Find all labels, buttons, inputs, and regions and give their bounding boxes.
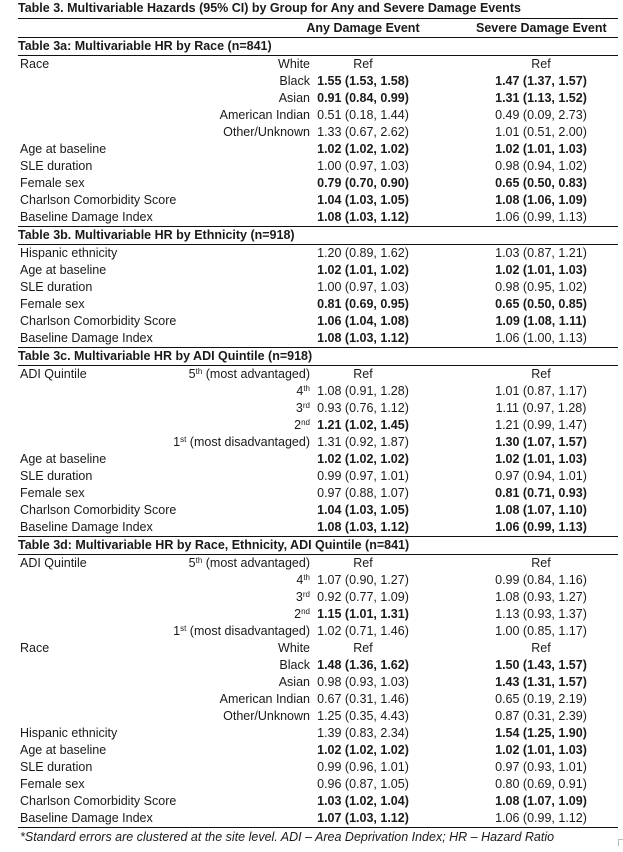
row-label: SLE duration bbox=[20, 760, 93, 774]
row-label: Charlson Comorbidity Score bbox=[20, 503, 177, 517]
severe-damage-hr: 1.50 (1.43, 1.57) bbox=[495, 658, 587, 672]
table-row bbox=[18, 141, 618, 158]
ordinal-suffix: th bbox=[195, 367, 203, 376]
severe-damage-hr: 1.13 (0.93, 1.37) bbox=[495, 607, 587, 621]
hazard-ratio-table bbox=[18, 0, 618, 846]
any-damage-hr: 1.00 (0.97, 1.03) bbox=[317, 159, 409, 173]
severe-damage-hr: 0.81 (0.71, 0.93) bbox=[495, 486, 587, 500]
table-title: Table 3. Multivariable Hazards (95% CI) by Group for Any and Severe Damage Events bbox=[18, 1, 521, 15]
severe-damage-hr: Ref bbox=[531, 57, 551, 71]
row-label: Age at baseline bbox=[20, 142, 107, 156]
row-label: Baseline Damage Index bbox=[20, 210, 153, 224]
any-damage-hr: 1.08 (1.03, 1.12) bbox=[317, 210, 409, 224]
severe-damage-hr: 1.47 (1.37, 1.57) bbox=[495, 74, 587, 88]
any-damage-hr: 0.93 (0.76, 1.12) bbox=[317, 401, 409, 415]
category-text: 2 bbox=[294, 607, 302, 621]
category-text: 4 bbox=[296, 384, 304, 398]
any-damage-hr: 1.20 (0.89, 1.62) bbox=[317, 246, 409, 260]
any-damage-hr: 0.97 (0.88, 1.07) bbox=[317, 486, 409, 500]
any-damage-hr: 0.81 (0.69, 0.95) bbox=[317, 297, 409, 311]
section-heading: Table 3d: Multivariable HR by Race, Ethnicity, ADI Quintile (n=841) bbox=[18, 538, 410, 552]
table-row bbox=[18, 383, 618, 400]
row-category bbox=[223, 124, 310, 141]
category-text: Asian bbox=[278, 675, 310, 689]
severe-damage-hr: 1.43 (1.31, 1.57) bbox=[495, 675, 587, 689]
row-label: Baseline Damage Index bbox=[20, 331, 153, 345]
any-damage-hr: 1.02 (0.71, 1.46) bbox=[317, 624, 409, 638]
category-note: (most advantaged) bbox=[202, 556, 310, 570]
section-heading: Table 3b. Multivariable HR by Ethnicity (n=918) bbox=[18, 228, 295, 242]
category-text: Black bbox=[279, 658, 310, 672]
severe-damage-hr: 0.80 (0.69, 0.91) bbox=[495, 777, 587, 791]
severe-damage-hr: 1.01 (0.51, 2.00) bbox=[495, 125, 587, 139]
row-label: Age at baseline bbox=[20, 452, 107, 466]
table-row bbox=[18, 742, 618, 759]
severe-damage-hr: 1.08 (1.07, 1.10) bbox=[495, 503, 587, 517]
category-text: 4 bbox=[296, 573, 304, 587]
ordinal-suffix: st bbox=[180, 624, 187, 633]
row-label: Baseline Damage Index bbox=[20, 520, 153, 534]
any-damage-hr: Ref bbox=[353, 57, 373, 71]
resize-corner-mark bbox=[618, 839, 623, 846]
table-row bbox=[18, 572, 618, 589]
category-text: 5 bbox=[188, 556, 196, 570]
any-damage-hr: 1.02 (1.02, 1.02) bbox=[317, 452, 409, 466]
category-note: (most disadvantaged) bbox=[186, 624, 310, 638]
any-damage-hr: 1.25 (0.35, 4.43) bbox=[317, 709, 409, 723]
row-label: Baseline Damage Index bbox=[20, 811, 153, 825]
table-row bbox=[18, 468, 618, 485]
any-damage-hr: 1.00 (0.97, 1.03) bbox=[317, 280, 409, 294]
table-row bbox=[18, 555, 618, 572]
row-label: Hispanic ethnicity bbox=[20, 246, 118, 260]
row-label: Age at baseline bbox=[20, 263, 107, 277]
any-damage-hr: 1.21 (1.02, 1.45) bbox=[317, 418, 409, 432]
footnote: *Standard errors are clustered at the site level. ADI – Area Deprivation Index; HR – Hazard Ratio bbox=[20, 830, 555, 844]
table-row bbox=[18, 192, 618, 209]
any-damage-hr: 1.55 (1.53, 1.58) bbox=[317, 74, 409, 88]
severe-damage-hr: 0.65 (0.50, 0.85) bbox=[495, 297, 587, 311]
severe-damage-hr: 1.03 (0.87, 1.21) bbox=[495, 246, 587, 260]
column-header-any-damage: Any Damage Event bbox=[306, 21, 420, 35]
any-damage-hr: 0.67 (0.31, 1.46) bbox=[317, 692, 409, 706]
severe-damage-hr: 1.01 (0.87, 1.17) bbox=[495, 384, 587, 398]
severe-damage-hr: 1.02 (1.01, 1.03) bbox=[495, 743, 587, 757]
table-row bbox=[18, 434, 618, 451]
severe-damage-hr: 1.02 (1.01, 1.03) bbox=[495, 452, 587, 466]
ordinal-suffix: th bbox=[303, 573, 310, 582]
severe-damage-hr: Ref bbox=[531, 556, 551, 570]
severe-damage-hr: 1.11 (0.97, 1.28) bbox=[495, 401, 587, 415]
table-row bbox=[18, 124, 618, 141]
category-text: Other/Unknown bbox=[223, 125, 310, 139]
category-text: 1 bbox=[173, 624, 181, 638]
category-text: American Indian bbox=[219, 108, 310, 122]
any-damage-hr: 1.08 (1.03, 1.12) bbox=[317, 520, 409, 534]
any-damage-hr: 0.91 (0.84, 0.99) bbox=[317, 91, 409, 105]
table-row bbox=[18, 262, 618, 279]
any-damage-hr: 1.04 (1.03, 1.05) bbox=[317, 193, 409, 207]
table-row bbox=[18, 175, 618, 192]
table-row bbox=[18, 245, 618, 262]
row-label: Hispanic ethnicity bbox=[20, 726, 118, 740]
table-row bbox=[18, 485, 618, 502]
table-row bbox=[18, 313, 618, 330]
ordinal-suffix: rd bbox=[302, 401, 310, 410]
severe-damage-hr: 1.02 (1.01, 1.03) bbox=[495, 142, 587, 156]
severe-damage-hr: 1.06 (0.99, 1.13) bbox=[495, 210, 587, 224]
table-row bbox=[18, 400, 618, 417]
category-text: American Indian bbox=[219, 692, 310, 706]
any-damage-hr: Ref bbox=[353, 641, 373, 655]
category-note: (most disadvantaged) bbox=[186, 435, 310, 449]
category-text: 1 bbox=[173, 435, 181, 449]
section-heading: Table 3a: Multivariable HR by Race (n=841) bbox=[18, 39, 272, 53]
any-damage-hr: 0.92 (0.77, 1.09) bbox=[317, 590, 409, 604]
any-damage-hr: 1.39 (0.83, 2.34) bbox=[317, 726, 409, 740]
any-damage-hr: 1.33 (0.67, 2.62) bbox=[317, 125, 409, 139]
table-row bbox=[18, 810, 618, 827]
severe-damage-hr: 1.08 (1.06, 1.09) bbox=[495, 193, 587, 207]
severe-damage-hr: 0.87 (0.31, 2.39) bbox=[495, 709, 587, 723]
any-damage-hr: 1.02 (1.02, 1.02) bbox=[317, 743, 409, 757]
severe-damage-hr: 0.97 (0.93, 1.01) bbox=[495, 760, 587, 774]
row-label: Charlson Comorbidity Score bbox=[20, 193, 177, 207]
table-row bbox=[18, 451, 618, 468]
any-damage-hr: Ref bbox=[353, 367, 373, 381]
severe-damage-hr: 1.08 (0.93, 1.27) bbox=[495, 590, 587, 604]
ordinal-suffix: nd bbox=[301, 607, 310, 616]
row-category bbox=[189, 366, 310, 383]
table-row bbox=[18, 502, 618, 519]
table-body bbox=[18, 37, 618, 828]
row-label: Female sex bbox=[20, 297, 85, 311]
row-category bbox=[173, 623, 310, 640]
any-damage-hr: 0.99 (0.97, 1.01) bbox=[317, 469, 409, 483]
category-note: (most advantaged) bbox=[202, 367, 310, 381]
any-damage-hr: 0.96 (0.87, 1.05) bbox=[317, 777, 409, 791]
severe-damage-hr: 0.65 (0.50, 0.83) bbox=[495, 176, 587, 190]
row-label: Race bbox=[20, 641, 50, 655]
row-label: SLE duration bbox=[20, 159, 93, 173]
any-damage-hr: 1.03 (1.02, 1.04) bbox=[317, 794, 409, 808]
ordinal-suffix: th bbox=[303, 384, 310, 393]
row-label: SLE duration bbox=[20, 280, 93, 294]
severe-damage-hr: Ref bbox=[531, 367, 551, 381]
row-category bbox=[220, 107, 310, 124]
severe-damage-hr: 0.98 (0.94, 1.02) bbox=[495, 159, 587, 173]
ordinal-suffix: nd bbox=[301, 418, 310, 427]
table-row bbox=[18, 90, 618, 107]
row-category bbox=[223, 708, 310, 725]
any-damage-hr: 1.07 (0.90, 1.27) bbox=[317, 573, 409, 587]
table-row bbox=[18, 793, 618, 810]
category-text: White bbox=[278, 57, 310, 71]
row-label: ADI Quintile bbox=[20, 556, 87, 570]
severe-damage-hr: 1.31 (1.13, 1.52) bbox=[495, 91, 587, 105]
any-damage-hr: 1.08 (1.03, 1.12) bbox=[317, 331, 409, 345]
severe-damage-hr: Ref bbox=[531, 641, 551, 655]
ordinal-suffix: th bbox=[195, 556, 203, 565]
row-label: SLE duration bbox=[20, 469, 93, 483]
any-damage-hr: 1.48 (1.36, 1.62) bbox=[317, 658, 409, 672]
any-damage-hr: 1.07 (1.03, 1.12) bbox=[317, 811, 409, 825]
section-heading: Table 3c. Multivariable HR by ADI Quintile (n=918) bbox=[18, 349, 313, 363]
row-category bbox=[173, 434, 310, 451]
severe-damage-hr: 0.98 (0.95, 1.02) bbox=[495, 280, 587, 294]
table-row bbox=[18, 674, 618, 691]
any-damage-hr: 1.31 (0.92, 1.87) bbox=[317, 435, 409, 449]
table-row bbox=[18, 759, 618, 776]
any-damage-hr: 0.79 (0.70, 0.90) bbox=[317, 176, 409, 190]
table-row bbox=[18, 589, 618, 606]
table-row bbox=[18, 279, 618, 296]
severe-damage-hr: 1.21 (0.99, 1.47) bbox=[495, 418, 587, 432]
table-row bbox=[18, 606, 618, 623]
category-text: 2 bbox=[294, 418, 302, 432]
row-label: Female sex bbox=[20, 486, 85, 500]
severe-damage-hr: 0.99 (0.84, 1.16) bbox=[495, 573, 587, 587]
category-text: Other/Unknown bbox=[223, 709, 310, 723]
table-row bbox=[18, 296, 618, 313]
category-text: Asian bbox=[278, 91, 310, 105]
severe-damage-hr: 1.02 (1.01, 1.03) bbox=[495, 263, 587, 277]
category-text: Black bbox=[279, 74, 310, 88]
table-row bbox=[18, 623, 618, 640]
severe-damage-hr: 0.65 (0.19, 2.19) bbox=[495, 692, 587, 706]
any-damage-hr: 0.98 (0.93, 1.03) bbox=[317, 675, 409, 689]
category-text: 3 bbox=[295, 401, 303, 415]
severe-damage-hr: 1.08 (1.07, 1.09) bbox=[495, 794, 587, 808]
any-damage-hr: 1.06 (1.04, 1.08) bbox=[317, 314, 409, 328]
row-category bbox=[189, 555, 310, 572]
severe-damage-hr: 1.06 (1.00, 1.13) bbox=[495, 331, 587, 345]
row-label: Charlson Comorbidity Score bbox=[20, 794, 177, 808]
ordinal-suffix: st bbox=[180, 435, 187, 444]
severe-damage-hr: 1.06 (0.99, 1.12) bbox=[495, 811, 587, 825]
table-row bbox=[18, 691, 618, 708]
row-category bbox=[220, 691, 310, 708]
severe-damage-hr: 1.54 (1.25, 1.90) bbox=[495, 726, 587, 740]
any-damage-hr: 1.02 (1.02, 1.02) bbox=[317, 142, 409, 156]
table-row bbox=[18, 708, 618, 725]
column-header-row bbox=[18, 19, 618, 37]
table-row bbox=[18, 657, 618, 674]
table-row bbox=[18, 366, 618, 383]
category-text: 5 bbox=[188, 367, 196, 381]
table-row bbox=[18, 776, 618, 793]
table-row bbox=[18, 417, 618, 434]
column-header-severe-damage: Severe Damage Event bbox=[476, 21, 607, 35]
table-row bbox=[18, 519, 618, 536]
row-label: Age at baseline bbox=[20, 743, 107, 757]
category-text: 3 bbox=[295, 590, 303, 604]
ordinal-suffix: rd bbox=[302, 590, 310, 599]
table-row bbox=[18, 640, 618, 657]
any-damage-hr: 1.08 (0.91, 1.28) bbox=[317, 384, 409, 398]
table-row bbox=[18, 330, 618, 347]
severe-damage-hr: 1.30 (1.07, 1.57) bbox=[495, 435, 587, 449]
table-row bbox=[18, 725, 618, 742]
table-row bbox=[18, 158, 618, 175]
table-row bbox=[18, 107, 618, 124]
category-text: White bbox=[278, 641, 310, 655]
severe-damage-hr: 1.00 (0.85, 1.17) bbox=[495, 624, 587, 638]
severe-damage-hr: 1.06 (0.99, 1.13) bbox=[495, 520, 587, 534]
table-row bbox=[18, 56, 618, 73]
row-label: ADI Quintile bbox=[20, 367, 87, 381]
table-row bbox=[18, 209, 618, 226]
row-label: Race bbox=[20, 57, 50, 71]
any-damage-hr: Ref bbox=[353, 556, 373, 570]
any-damage-hr: 0.51 (0.18, 1.44) bbox=[317, 108, 409, 122]
severe-damage-hr: 0.97 (0.94, 1.01) bbox=[495, 469, 587, 483]
row-label: Charlson Comorbidity Score bbox=[20, 314, 177, 328]
severe-damage-hr: 0.49 (0.09, 2.73) bbox=[495, 108, 587, 122]
any-damage-hr: 1.02 (1.01, 1.02) bbox=[317, 263, 409, 277]
row-label: Female sex bbox=[20, 176, 85, 190]
table-row bbox=[18, 73, 618, 90]
severe-damage-hr: 1.09 (1.08, 1.11) bbox=[495, 314, 587, 328]
row-label: Female sex bbox=[20, 777, 85, 791]
any-damage-hr: 1.04 (1.03, 1.05) bbox=[317, 503, 409, 517]
any-damage-hr: 0.99 (0.96, 1.01) bbox=[317, 760, 409, 774]
any-damage-hr: 1.15 (1.01, 1.31) bbox=[317, 607, 409, 621]
